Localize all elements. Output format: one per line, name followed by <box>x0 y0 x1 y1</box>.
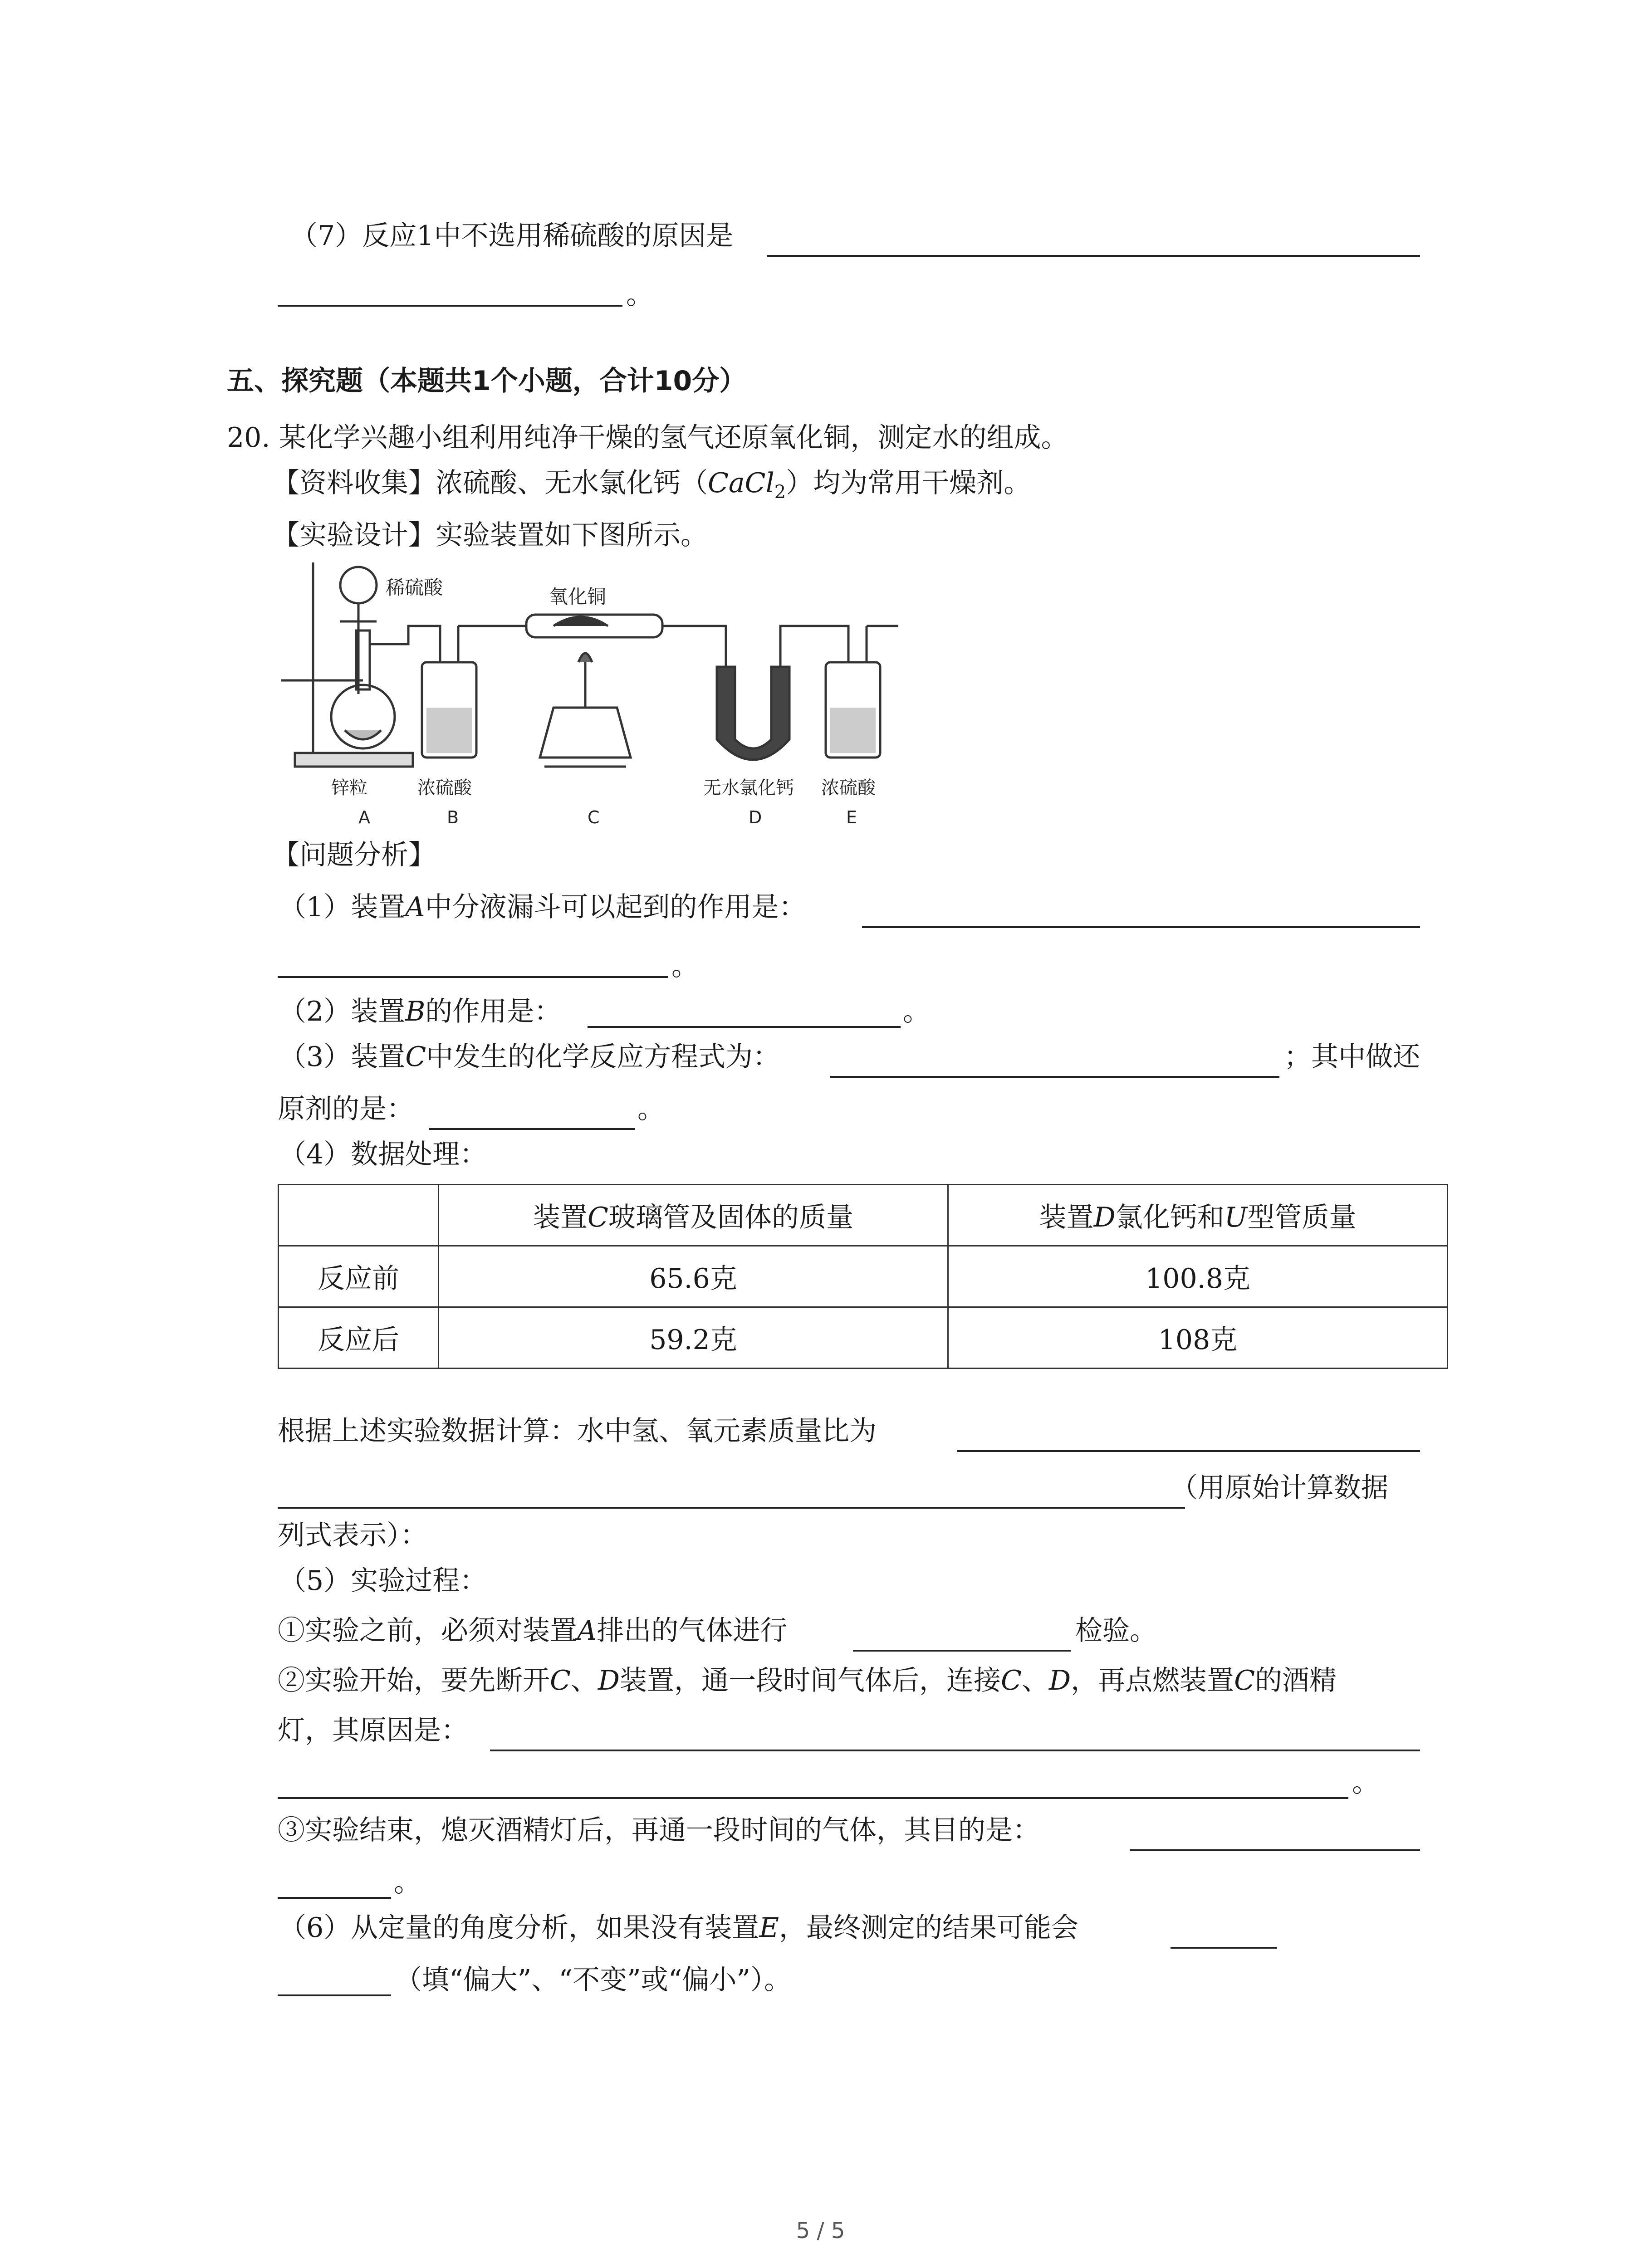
lamp-flame <box>578 653 592 662</box>
cell-d: 100.8克 <box>948 1246 1448 1307</box>
q20-info: 【资料收集】浓硫酸、无水氯化钙（CaCl$_2$）均为常用干燥剂。 <box>272 467 1031 503</box>
p6-answer-blank[interactable] <box>1171 1947 1277 1949</box>
s3-answer-blank-2[interactable] <box>278 1897 391 1899</box>
calc-text: 根据上述实验数据计算：水中氢、氧元素质量比为 <box>278 1415 877 1447</box>
table-row <box>279 1307 1448 1369</box>
bottle-e-liquid <box>830 708 876 753</box>
s1-answer-blank[interactable] <box>853 1650 1071 1652</box>
apparatus-figure <box>272 558 953 839</box>
table-row <box>279 1246 1448 1307</box>
q7-answer-blank[interactable] <box>767 255 1420 257</box>
letter-c: C <box>588 807 600 827</box>
copper-oxide-powder <box>554 617 608 626</box>
q7-text: （7）反应1中不选用稀硫酸的原因是 <box>290 220 734 252</box>
q7-end: 。 <box>626 279 653 311</box>
flask-a-liquid <box>345 730 381 739</box>
tube-c-d <box>662 626 726 667</box>
table-header-d: 装置D氯化钙和U型管质量 <box>948 1185 1448 1246</box>
label-conc-acid-b: 浓硫酸 <box>417 777 472 798</box>
p2-end: 。 <box>903 996 930 1027</box>
letter-a: A <box>358 807 370 827</box>
u-tube-d <box>717 667 789 760</box>
p5-text: （5）实验过程： <box>279 1565 487 1597</box>
p1-answer-blank[interactable] <box>862 926 1420 928</box>
label-copper-oxide: 氧化铜 <box>549 586 607 608</box>
s2-line2: 灯，其原因是： <box>278 1715 468 1746</box>
q7-answer-blank-2[interactable] <box>278 305 622 307</box>
s3-end: 。 <box>394 1867 421 1898</box>
s3-answer-blank[interactable] <box>1130 1849 1420 1851</box>
calc-answer-blank[interactable] <box>957 1450 1420 1452</box>
cell-c: 59.2克 <box>439 1307 948 1369</box>
stand-base <box>295 753 413 767</box>
calc-note: （用原始计算数据 <box>1171 1472 1388 1504</box>
p3-reducer-blank[interactable] <box>429 1128 635 1130</box>
letter-e: E <box>846 807 857 827</box>
row-label: 反应后 <box>279 1307 439 1369</box>
tube-d-e <box>780 626 848 667</box>
data-table <box>278 1184 1448 1369</box>
calc-line3: 列式表示）： <box>278 1520 427 1551</box>
label-dilute-acid: 稀硫酸 <box>386 577 443 599</box>
s1-end: 检验。 <box>1075 1615 1157 1647</box>
s2-answer-blank[interactable] <box>490 1750 1420 1751</box>
s2-answer-blank-2[interactable] <box>278 1797 1348 1799</box>
s1-text: ①实验之前，必须对装置A排出的气体进行 <box>278 1615 788 1647</box>
s3-text: ③实验结束，熄灭酒精灯后，再通一段时间的气体，其目的是： <box>278 1814 1040 1846</box>
label-anhydrous-cacl2: 无水氯化钙 <box>703 777 794 798</box>
alcohol-lamp <box>540 708 631 758</box>
p3-line2: 原剂的是： <box>278 1093 414 1125</box>
p3-tail: ；其中做还 <box>1284 1041 1420 1073</box>
letter-b: B <box>447 807 459 827</box>
table-corner-cell <box>279 1185 439 1246</box>
page-number: 5 / 5 <box>796 2218 845 2244</box>
section-title: 五、探究题（本题共1个小题，合计10分） <box>227 365 747 397</box>
cell-d: 108克 <box>948 1307 1448 1369</box>
s2-end: 。 <box>1352 1767 1379 1799</box>
q20-intro: 20. 某化学兴趣小组利用纯净干燥的氢气还原氧化铜，测定水的组成。 <box>227 422 1068 454</box>
p2-answer-blank[interactable] <box>588 1026 901 1028</box>
p3-text: （3）装置C中发生的化学反应方程式为： <box>279 1041 780 1073</box>
p4-text: （4）数据处理： <box>279 1139 487 1170</box>
p2-text: （2）装置B的作用是： <box>279 996 562 1027</box>
q20-design: 【实验设计】实验装置如下图所示。 <box>272 519 708 551</box>
label-conc-acid-e: 浓硫酸 <box>821 777 876 798</box>
calc-answer-blank-2[interactable] <box>278 1507 1185 1509</box>
p1-answer-blank-2[interactable] <box>278 976 668 978</box>
p1-end: 。 <box>671 950 699 982</box>
analysis-heading: 【问题分析】 <box>272 839 436 871</box>
p1-text: （1）装置A中分液漏斗可以起到的作用是： <box>279 891 806 923</box>
row-label: 反应前 <box>279 1246 439 1307</box>
cell-c: 65.6克 <box>439 1246 948 1307</box>
p6-line2: （填“偏大”、“不变”或“偏小”）。 <box>395 1964 792 1996</box>
table-header-c: 装置C玻璃管及固体的质量 <box>439 1185 948 1246</box>
s2-text: ②实验开始，要先断开C、D装置，通一段时间气体后，连接C、D，再点燃装置C的酒精 <box>278 1665 1337 1696</box>
p6-text: （6）从定量的角度分析，如果没有装置E，最终测定的结果可能会 <box>279 1912 1078 1944</box>
separatory-funnel <box>340 567 377 603</box>
p3-end: 。 <box>637 1093 665 1125</box>
tube-a-b <box>370 626 440 662</box>
table-header-row <box>279 1185 1448 1246</box>
letter-d: D <box>749 807 762 827</box>
label-zinc: 锌粒 <box>331 777 367 798</box>
p3-equation-blank[interactable] <box>830 1076 1279 1078</box>
bottle-b-liquid <box>426 708 472 753</box>
p6-answer-blank-2[interactable] <box>278 1994 391 1996</box>
